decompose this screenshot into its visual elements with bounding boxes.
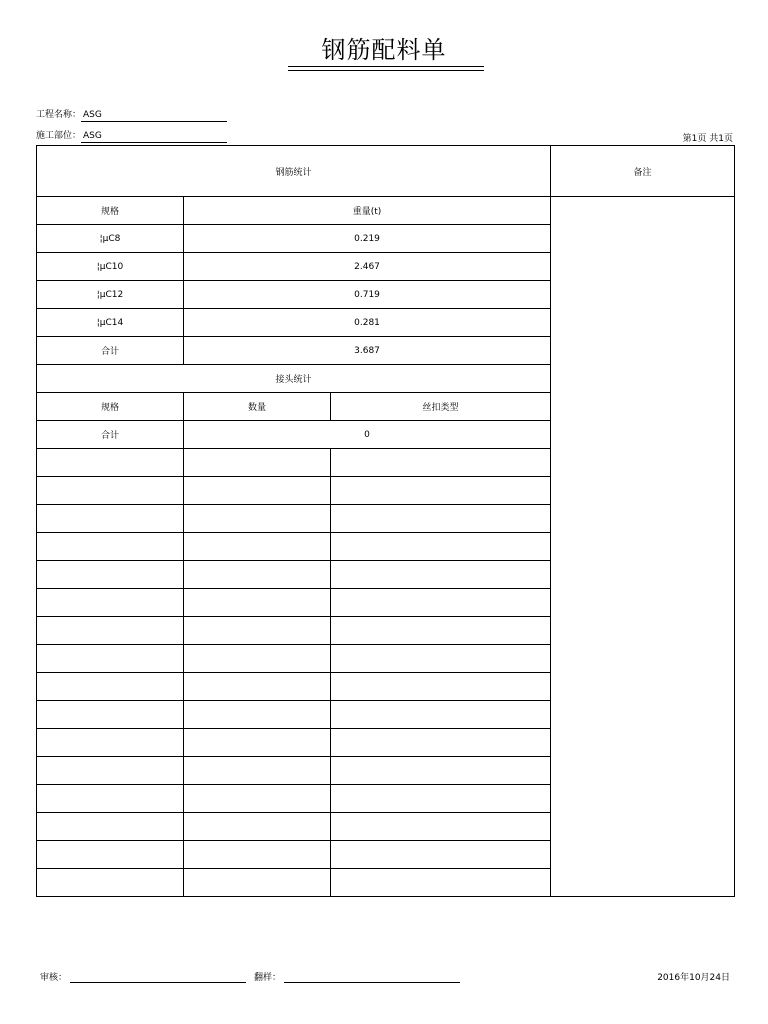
- joint-total-label: 合计: [37, 421, 184, 449]
- project-name-value: ASG: [81, 109, 227, 122]
- remarks-header: 备注: [551, 146, 735, 197]
- preparer-label: 翻样：: [254, 973, 282, 983]
- joint-type-header: 丝扣类型: [331, 393, 551, 421]
- rebar-spec: ¦μC10: [37, 253, 184, 281]
- rebar-stats-title: 钢筋统计: [37, 146, 551, 197]
- rebar-spec: ¦μC14: [37, 309, 184, 337]
- document-title: 钢筋配料单: [321, 36, 447, 64]
- project-name-row: [36, 109, 227, 122]
- rebar-spec-header: 规格: [37, 197, 184, 225]
- preparer-row: [254, 970, 460, 983]
- title-underline: [288, 66, 484, 67]
- construction-location-value: ASG: [81, 130, 227, 143]
- rebar-total-weight: 3.687: [184, 337, 551, 365]
- rebar-total-label: 合计: [37, 337, 184, 365]
- remarks-area: [551, 197, 735, 897]
- rebar-weight: 0.719: [184, 281, 551, 309]
- construction-location-row: [36, 130, 227, 143]
- joint-spec-header: 规格: [37, 393, 184, 421]
- document-date: 2016年10月24日: [657, 973, 730, 983]
- reviewer-signature-line: [70, 970, 246, 983]
- joint-total-qty: 0: [184, 421, 551, 449]
- construction-location-label: 施工部位：: [36, 131, 82, 141]
- rebar-schedule-table: [36, 145, 735, 897]
- joint-stats-title: 接头统计: [37, 365, 551, 393]
- rebar-weight: 2.467: [184, 253, 551, 281]
- rebar-weight-header: 重量(t): [184, 197, 551, 225]
- rebar-weight: 0.281: [184, 309, 551, 337]
- joint-qty-header: 数量: [184, 393, 331, 421]
- rebar-weight: 0.219: [184, 225, 551, 253]
- preparer-signature-line: [284, 970, 460, 983]
- reviewer-label: 审核：: [40, 973, 68, 983]
- rebar-spec: ¦μC12: [37, 281, 184, 309]
- project-name-label: 工程名称：: [36, 110, 82, 120]
- reviewer-row: [40, 970, 246, 983]
- title-underline-second: [288, 70, 484, 71]
- page-info: 第1页 共1页: [682, 134, 733, 144]
- rebar-spec: ¦μC8: [37, 225, 184, 253]
